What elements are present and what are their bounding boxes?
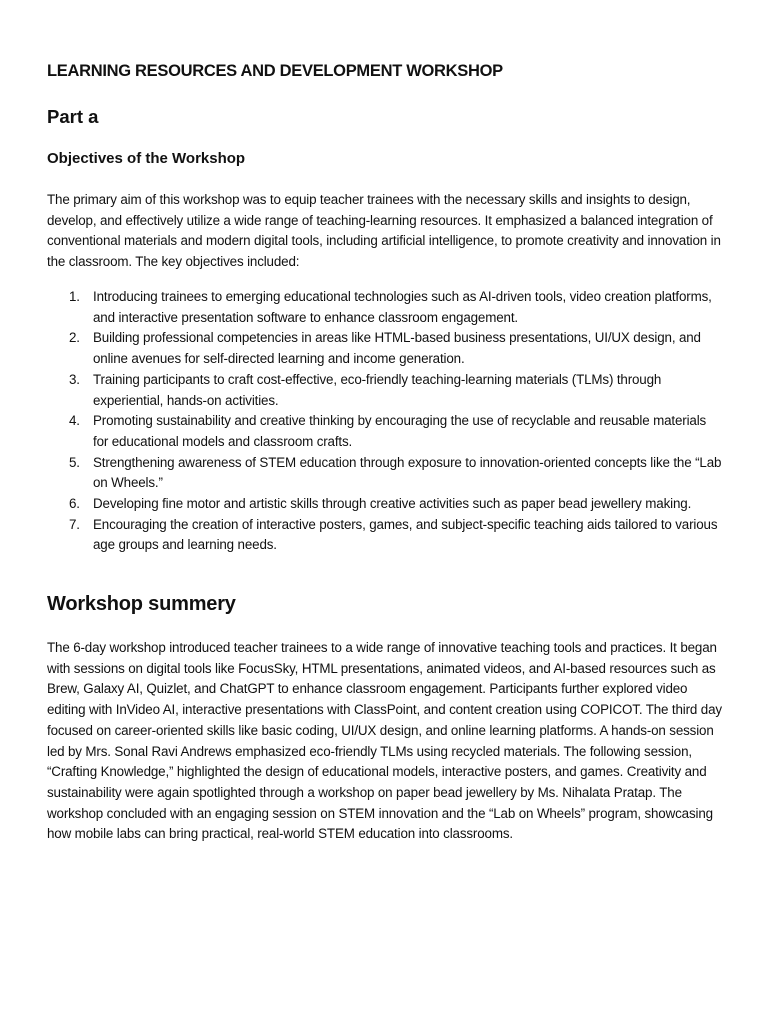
objective-text: Building professional competencies in areas like HTML-based business presentations, UI/UX design, and online avenues for self-directed learning and income generation. — [93, 330, 701, 367]
objective-text: Introducing trainees to emerging educational technologies such as AI-driven tools, video creation platforms, and interactive presentation software to enhance classroom engagement. — [93, 289, 712, 325]
objective-number: 3. — [69, 371, 80, 387]
objective-item — [47, 411, 723, 452]
objective-number: 4. — [69, 413, 80, 429]
objective-item — [47, 494, 723, 515]
objective-number: 1. — [69, 289, 80, 304]
objective-number: 7. — [69, 516, 80, 532]
objective-item — [47, 515, 723, 556]
objective-item — [47, 453, 723, 494]
summary-paragraph: The 6-day workshop introduced teacher trainees to a wide range of innovative teaching tools and practices. It began with sessions on digital tools like FocusSky, HTML presentations, animated videos, and AI-based resources such as Brew, Galaxy AI, Quizlet, and ChatGPT to enhance classroom engagement. Participants further explored video editing with InVideo AI, interactive presentations with ClassPoint, and content creation using COPICOT. The third day focused on career-oriented skills like basic coding, UI/UX design, and online learning platforms. A hands-on session led by Mrs. Sonal Ravi Andrews emphasized eco-friendly TLMs using recycled materials. The following session, “Crafting Knowledge,” highlighted the design of educational models, interactive posters, and games. Creativity and sustainability were again spotlighted through a workshop on paper bead jewellery by Ms. Nihalata Pratap. The workshop concluded with an engaging session on STEM innovation and the “Lab on Wheels” program, showcasing how mobile labs can bring practical, real-world STEM education into classrooms. — [47, 640, 722, 842]
part-title: Part a — [47, 106, 99, 127]
objectives-list — [47, 287, 723, 556]
objective-number: 6. — [69, 496, 80, 512]
objective-item — [47, 370, 723, 411]
objective-text: Strengthening awareness of STEM education through exposure to innovation-oriented concepts like the “Lab on Wheels.” — [93, 454, 722, 491]
objective-text: Encouraging the creation of interactive posters, games, and subject-specific teaching aids tailored to various age groups and learning needs. — [93, 516, 718, 553]
objectives-heading: Objectives of the Workshop — [47, 150, 246, 167]
objective-text: Promoting sustainability and creative thinking by encouraging the use of recyclable and reusable materials for educational models and classroom crafts. — [93, 413, 707, 449]
objective-text: Training participants to craft cost-effective, eco-friendly teaching-learning materials (TLMs) through experiential, hands-on activities. — [93, 371, 662, 408]
summary-heading: Workshop summery — [47, 593, 236, 615]
objective-number: 5. — [69, 454, 80, 470]
objective-number: 2. — [69, 330, 80, 346]
document-title: LEARNING RESOURCES AND DEVELOPMENT WORKSHOP — [47, 62, 503, 80]
objective-item — [47, 287, 723, 328]
objective-text: Developing fine motor and artistic skills through creative activities such as paper bead jewellery making. — [93, 496, 692, 512]
objective-item — [47, 328, 723, 369]
intro-paragraph: The primary aim of this workshop was to equip teacher trainees with the necessary skills and insights to design, develop, and effectively utilize a wide range of teaching-learning resources. It emphasized a balanced integration of conventional materials and modern digital tools, including artificial intelligence, to promote creativity and innovation in the classroom. The key objectives included: — [47, 192, 721, 270]
